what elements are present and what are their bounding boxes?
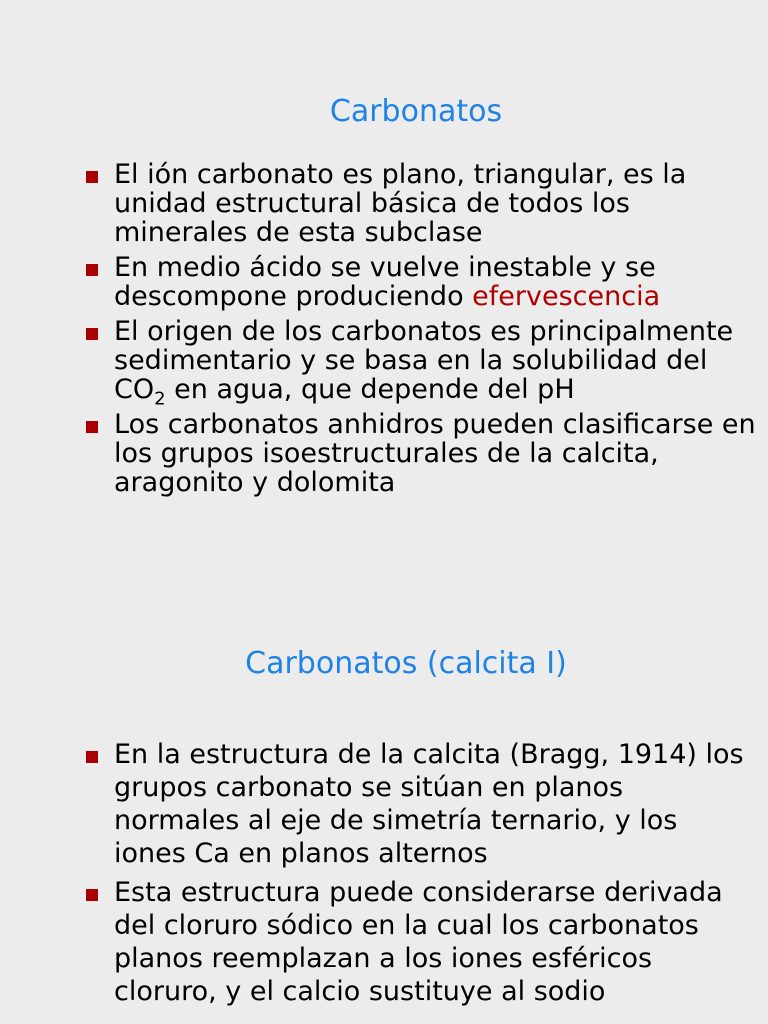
bullet-text: El origen de los carbonatos es principalmente sedimentario y se basa en la solubilidad del CO bbox=[114, 316, 734, 405]
list-item bbox=[86, 876, 756, 1008]
slide-title-calcita: Carbonatos (calcita I) bbox=[245, 646, 567, 681]
list-item bbox=[86, 410, 756, 497]
bullet-list-calcita bbox=[86, 738, 756, 1014]
slide-title-carbonatos: Carbonatos bbox=[329, 94, 503, 129]
list-item bbox=[86, 160, 756, 247]
square-bullet-icon bbox=[86, 328, 98, 340]
bullet-text: En la estructura de la calcita (Bragg, 1914) los grupos carbonato se sitúan en planos normales al eje de simetría ternario, y los iones Ca en planos alternos bbox=[114, 739, 744, 869]
square-bullet-icon bbox=[86, 264, 98, 276]
bullet-list-carbonatos bbox=[86, 160, 756, 503]
bullet-text-continued: en agua, que depende del pH bbox=[165, 374, 575, 405]
bullet-text: El ión carbonato es plano, triangular, es la unidad estructural básica de todos los minerales de esta subclase bbox=[114, 159, 687, 248]
square-bullet-icon bbox=[86, 889, 98, 901]
square-bullet-icon bbox=[86, 421, 98, 433]
square-bullet-icon bbox=[86, 751, 98, 763]
bullet-text: Esta estructura puede considerarse derivada del cloruro sódico en la cual los carbonatos planos reemplazan a los iones esféricos cloruro, y el calcio sustituye al sodio bbox=[114, 877, 723, 1007]
bullet-text: En medio ácido se vuelve inestable y se descompone produciendo bbox=[114, 252, 656, 312]
list-item bbox=[86, 738, 756, 870]
list-item bbox=[86, 253, 756, 311]
bullet-text: Los carbonatos anhidros pueden clasificarse en los grupos isoestructurales de la calcita, aragonito y dolomita bbox=[114, 409, 756, 498]
subscript: 2 bbox=[154, 388, 166, 410]
highlighted-term: efervescencia bbox=[472, 281, 661, 312]
square-bullet-icon bbox=[86, 171, 98, 183]
list-item bbox=[86, 316, 756, 410]
